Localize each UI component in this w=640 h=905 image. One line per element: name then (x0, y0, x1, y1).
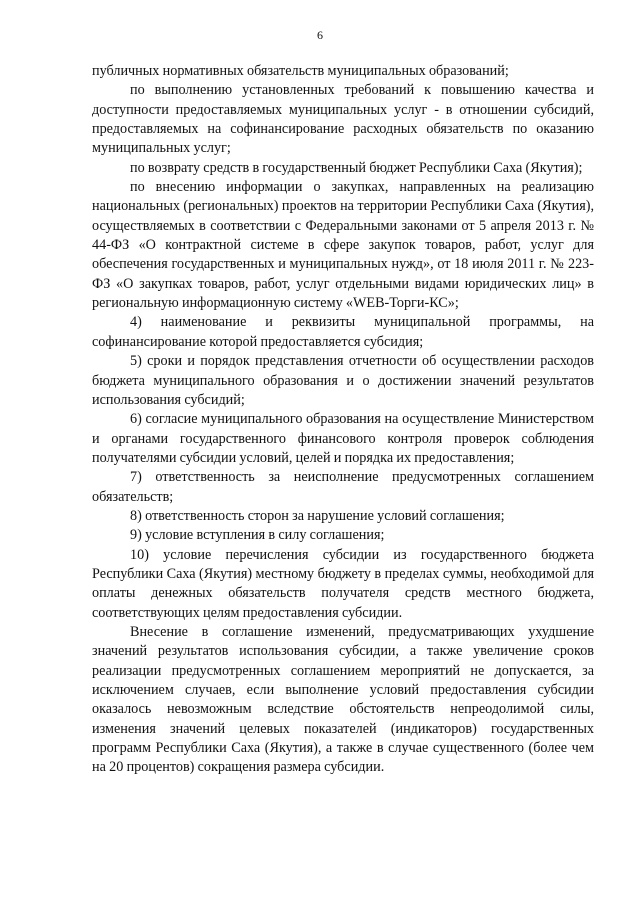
paragraph-item-10: 10) условие перечисления субсидии из государственного бюджета Республики Саха (Якутия) местному бюджету в пределах суммы, необходимой для оплаты денежных обязательств получателя средств местного бюджета, соответствующих целям предоставления субсидии. (92, 546, 594, 621)
paragraph-item-8: 8) ответственность сторон за нарушение условий соглашения; (130, 507, 505, 524)
paragraph-item-6: 6) согласие муниципального образования на осуществление Министерством и органами государственного финансового контроля проверок соблюдения получателями субсидии условий, целей и порядка их предоставления; (92, 411, 594, 466)
paragraph-item-4: 4) наименование и реквизиты муниципальной программы, на софинансирование которой предоставляется субсидия; (92, 314, 594, 350)
paragraph-item-7: 7) ответственность за неисполнение предусмотренных соглашением обязательств; (92, 469, 594, 505)
document-body (92, 62, 594, 778)
paragraph-amendments: Внесение в соглашение изменений, предусматривающих ухудшение значений результатов использования субсидии, а также увеличение сроков реализации предусмотренных соглашением мероприятий не допускается, за исключением случаев, если выполнение условий предоставления субсидии оказалось невозможным вследствие обстоятельств непреодолимой силы, изменения значений целевых показателей (индикаторов) государственных программ Республики Саха (Якутия), а также в случае существенного (более чем на 20 процентов) сокращения размера субсидии. (92, 623, 594, 776)
paragraph-item-5: 5) сроки и порядок представления отчетности об осуществлении расходов бюджета муниципального образования и о достижении значений результатов использования субсидий; (92, 353, 594, 408)
paragraph-procurement: по внесению информации о закупках, направленных на реализацию национальных (региональных) проектов на территории Республики Саха (Якутия), осуществляемых в соответствии с Федеральными законами от 5 апреля 2013 г. № 44-ФЗ «О контрактной системе в сфере закупок товаров, работ, услуг для обеспечения государственных и муниципальных нужд», от 18 июля 2011 г. № 223-ФЗ «О закупках товаров, работ, услуг отдельными видами юридических лиц» в региональную информационную систему «WEB-Торги-КС»; (92, 179, 594, 312)
paragraph-return: по возврату средств в государственный бюджет Республики Саха (Якутия); (130, 159, 583, 176)
paragraph-item-9: 9) условие вступления в силу соглашения; (130, 527, 385, 544)
page-number: 6 (317, 28, 323, 42)
paragraph-quality: по выполнению установленных требований к повышению качества и доступности предоставляемых муниципальных услуг - в отношении субсидий, предоставляемых на софинансирование расходных обязательств по оказанию муниципальных услуг; (92, 82, 594, 157)
paragraph-continuation: публичных нормативных обязательств муниципальных образований; (92, 63, 509, 79)
